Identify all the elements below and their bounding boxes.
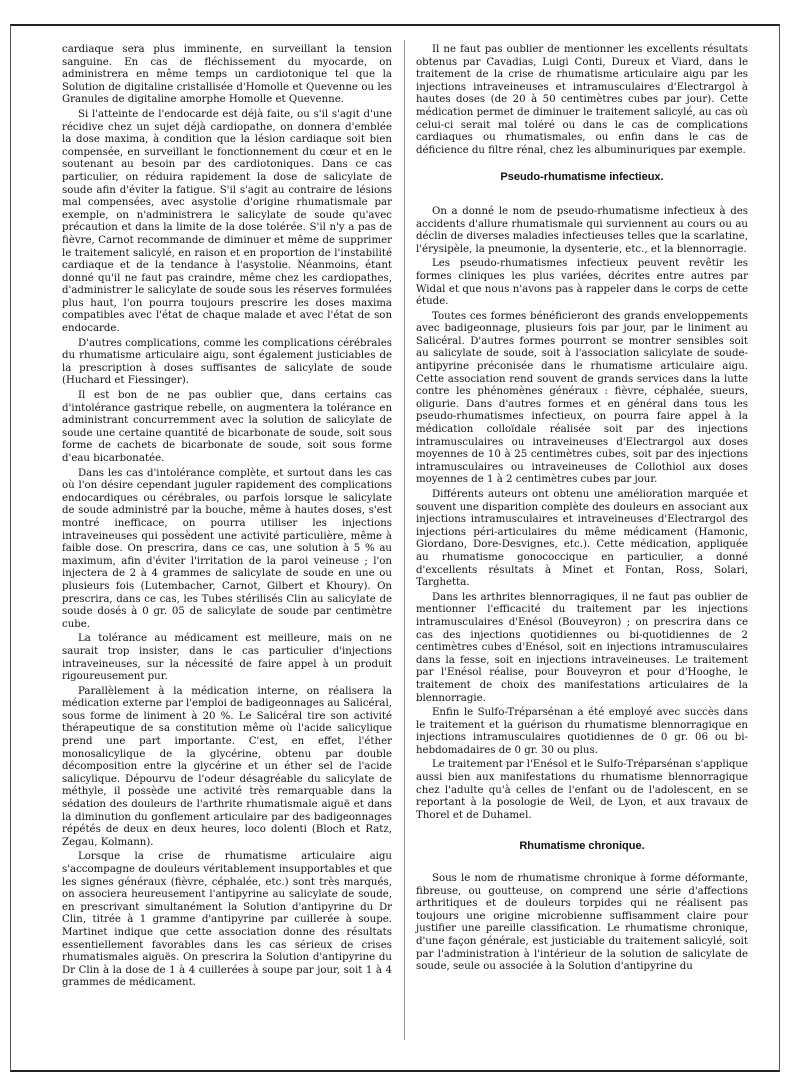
right-column (416, 44, 748, 976)
left-column (62, 44, 392, 992)
paragraph: D'autres complications, comme les complications cérébrales du rhumatisme articulaire aigu, sont également justiciables de la prescription à doses suffisantes de salicylate de soude (Huchard et Fiessinger). (62, 337, 392, 387)
paragraph: Si l'atteinte de l'endocarde est déjà faite, ou s'il s'agit d'une récidive chez un sujet déjà cardiopathe, on donnera d'emblée la dose maxima, à condition que la lésion cardiaque soit bien compensée, en surveillant le fonctionnement du cœur et en le soutenant au besoin par des cardiotoniques. Dans ce cas particulier, on réduira rapidement la dose de salicylate de soude afin d'éviter la fatigue. S'il s'agit au contraire de lésions mal compensées, avec asystolie d'origine rhumatismale par exemple, on n'administrera le salicylate de soude qu'avec précaution et dans la limite de la dose tolérée. S'il n'y a pas de fièvre, Carnot recommande de diminuer et même de supprimer le traitement salicylé, en raison et en proportion de l'instabilité cardiaque et de la tendance à l'asystolie. Néanmoins, étant donné qu'il ne faut pas craindre, même chez les cardiopathes, d'administrer le salicylate de soude sous les réserves formulées plus haut, l'on pourra toujours prescrire les doses maxima compatibles avec l'état de chaque malade et avec l'état de son endocarde. (62, 108, 392, 335)
paragraph: Dans les arthrites blennorragiques, il ne faut pas oublier de mentionner l'efficacité du traitement par les injections intramusculaires d'Enésol (Bouveyron) ; on prescrira dans ce cas des injections quotidiennes ou bi-quotidiennes de 2 centimètres cubes d'Enésol, soit en injections intramusculaires dans la fesse, soit en injections intraveineuses. Le traitement par l'Enésol réalise, pour Bouveyron et pour d'Hooghe, le traitement de choix des manifestations articulaires de la blennorragie. (416, 591, 748, 704)
paragraph: Différents auteurs ont obtenu une amélioration marquée et souvent une disparition complète des douleurs en associant aux injections intramusculaires et intraveineuses d'Electrargol des injections péri-articulaires du même médicament (Hamonic, Giordano, Dore-Desvignes, etc.). Cette médication, appliquée au rhumatisme gonococcique en particulier, a donné d'excellents résultats à Minet et Fontan, Ross, Solari, Targhetta. (416, 489, 748, 589)
paragraph: Sous le nom de rhumatisme chronique à forme déformante, fibreuse, ou goutteuse, on comprend une série d'affections arthritiques et de douleurs torpides qui ne réalisent pas toujours une origine microbienne suffisamment claire pour justifier une pareille classification. Le rhumatisme chronique, d'une façon générale, est justiciable du traitement salicylé, soit par l'administration à l'intérieur de la solution de salicylate de soude, seule ou associée à la Solution d'antipyrine du (416, 873, 748, 973)
paragraph: Enfin le Sulfo-Tréparsénan a été employé avec succès dans le traitement et la guérison du rhumatisme blennorragique en injections intramusculaires quotidiennes de 0 gr. 06 ou bi-hebdomadaires de 0 gr. 30 ou plus. (416, 707, 748, 756)
section-heading-rhumatisme-chronique: Rhumatisme chronique. (519, 840, 645, 853)
paragraph: Les pseudo-rhumatismes infectieux peuvent revêtir les formes cliniques les plus variées, décrites entre autres par Widal et que nous n'avons pas à rappeler dans le corps de cette étude. (416, 258, 748, 308)
paragraph: On a donné le nom de pseudo-rhumatisme infectieux à des accidents d'allure rhumatismale qui surviennent au cours ou au déclin de diverses maladies infectieuses telles que la scarlatine, l'érysipèle, la pneumonie, la dysenterie, etc., et la blennorragie. (416, 205, 748, 255)
paragraph: Dans les cas d'intolérance complète, et surtout dans les cas où l'on désire cependant juguler rapidement des complications endocardiques ou cérébrales, ou parfois lorsque le salicylate de soude administré par la bouche, même à hautes doses, s'est montré inefficace, on pourra utiliser les injections intraveineuses qui possèdent une activité particulière, même à faible dose. On prescrira, dans ce cas, une solution à 5 % au maximum, afin d'éviter l'irritation de la paroi veineuse ; l'on injectera de 2 à 4 grammes de salicylate de soude en une ou plusieurs fois (Lutembacher, Carnot, Gilbert et Khoury). On prescrira, dans ce cas, les Tubes stérilisés Clin au salicylate de soude dosés à 0 gr. 05 de salicylate de soude par centimètre cube. (62, 467, 392, 630)
paragraph: cardiaque sera plus imminente, en surveillant la tension sanguine. En cas de fléchissement du myocarde, on administrera en même temps un cardiotonique tel que la Solution de digitaline cristallisée d'Homolle et Quevenne ou les Granules de digitaline amorphe Homolle et Quevenne. (62, 44, 392, 106)
paragraph: Parallèlement à la médication interne, on réalisera la médication externe par l'emploi de badigeonnages au Salicéral, sous forme de liniment à 20 %. Le Salicéral tire son activité thérapeutique de sa constitution même où l'acide salicylique prend une part importante. C'est, en effet, l'éther monosalicylique de la glycérine, obtenu par double décomposition entre la glycérine et un éther sel de l'acide salicylique. Dépourvu de l'odeur désagréable du salicylate de méthyle, il possède une activité très remarquable dans la sédation des douleurs de l'arthrite rhumatismale aiguë et dans la diminution du gonflement articulaire par des badigeonnages répétés de deux en deux heures, loco dolenti (Bloch et Ratz, Zegau, Kolmann). (62, 685, 392, 848)
paragraph: Il est bon de ne pas oublier que, dans certains cas d'intolérance gastrique rebelle, on augmentera la tolérance en administrant concurremment avec la solution de salicylate de soude une certaine quantité de bicarbonate de soude, soit sous forme de cachets de bicarbonate de soude, soit sous forme d'eau bicarbonatée. (62, 390, 392, 464)
paragraph: La tolérance au médicament est meilleure, mais on ne saurait trop insister, dans le cas particulier d'injections intraveineuses, sur la nécessité de faire appel à un produit rigoureusement pur. (62, 633, 392, 683)
paragraph: Toutes ces formes bénéficieront des grands enveloppements avec badigeonnage, plusieurs fois par jour, par le liniment au Salicéral. D'autres formes pourront se montrer sensibles soit au salicylate de soude, soit à l'association salicylate de soude-antipyrine préconisée dans le rhumatisme articulaire aigu. Cette association rend souvent de grands services dans la lutte contre les phénomènes généraux : fièvre, céphalée, sueurs, oligurie. Dans d'autres formes et en général dans tous les pseudo-rhumatismes infectieux, on pourra faire appel à la médication colloïdale réalisée soit par des injections intramusculaires ou intraveineuses d'Electrargol aux doses moyennes de 10 à 25 centimètres cubes, soit par des injections intramusculaires ou intraveineuses de Collothiol aux doses moyennes de 1 à 2 centimètres cubes par jour. (416, 310, 748, 486)
paragraph: Il ne faut pas oublier de mentionner les excellents résultats obtenus par Cavadias, Luigi Conti, Dureux et Viard, dans le traitement de la crise de rhumatisme articulaire aigu par les injections intraveineuses et intramusculaires d'Electrargol à hautes doses (de 20 à 50 centimètres cubes par jour). Cette médication permet de diminuer le traitement salicylé, au cas où celui-ci serait mal toléré ou dans le cas de complications cardiaques ou rhumatismales, ou enfin dans le cas de déficience du filtre rénal, chez les albuminuriques par exemple. (416, 44, 748, 156)
paragraph: Le traitement par l'Enésol et le Sulfo-Tréparsénan s'applique aussi bien aux manifestations du rhumatisme blennorragique chez l'adulte qu'à celles de l'enfant ou de l'adolescent, en se reportant à la posologie de Weil, de Lyon, et aux travaux de Thorel et de Duhamel. (416, 759, 748, 821)
column-divider (404, 40, 405, 1040)
paragraph: Lorsque la crise de rhumatisme articulaire aigu s'accompagne de douleurs véritablement insupportables et que les signes généraux (fièvre, céphalée, etc.) sont très marqués, on associera heureusement l'antipyrine au salicylate de soude, en prescrivant simultanément la Solution d'antipyrine du Dr Clin, titrée à 1 gramme d'antipyrine par cuillerée à soupe. Martinet indique que cette association donne des résultats essentiellement favorables dans les cas sérieux de crises rhumatismales aiguës. On prescrira la Solution d'antipyrine du Dr Clin à la dose de 1 à 4 cuillerées à soupe par jour, soit 1 à 4 grammes de médicament. (62, 851, 392, 989)
section-heading-pseudo-rhumatisme: Pseudo-rhumatisme infectieux. (500, 171, 664, 184)
